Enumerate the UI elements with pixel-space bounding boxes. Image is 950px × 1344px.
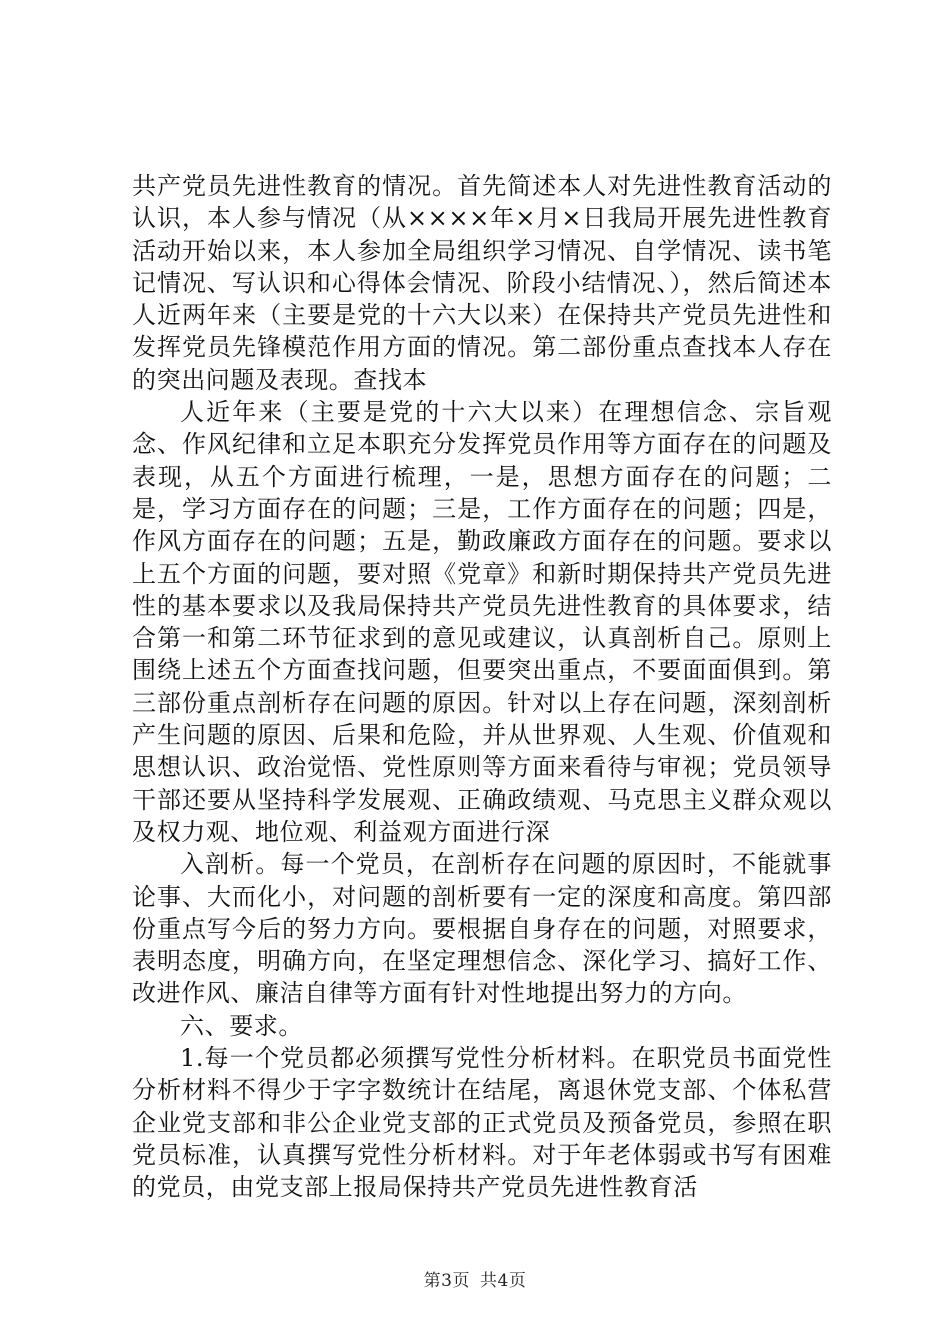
paragraph-2: 人近年来（主要是党的十六大以来）在理想信念、宗旨观念、作风纪律和立足本职充分发挥党员作用等方面存在的问题及表现，从五个方面进行梳理，一是，思想方面存在的问题；二是，学习方面存在的问题；三是，工作方面存在的问题；四是，作风方面存在的问题；五是，勤政廉政方面存在的问题。要求以上五个方面的问题，要对照《党章》和新时期保持共产党员先进性的基本要求以及我局保持共产党员先进性教育的具体要求，结合第一和第二环节征求到的意见或建议，认真剖析自己。原则上围绕上述五个方面查找问题，但要突出重点，不要面面俱到。第三部份重点剖析存在问题的原因。针对以上存在问题，深刻剖析产生问题的原因、后果和危险，并从世界观、人生观、价值观和思想认识、政治觉悟、党性原则等方面来看待与审视；党员领导干部还要从坚持科学发展观、正确政绩观、马克思主义群众观以及权力观、地位观、利益观方面进行深 (132, 398, 832, 846)
page-total: 共4页 (480, 1271, 527, 1291)
paragraph-1: 共产党员先进性教育的情况。首先简述本人对先进性教育活动的认识，本人参与情况（从××××年×月×日我局开展先进性教育活动开始以来，本人参加全局组织学习情况、自学情况、读书笔记情况、写认识和心得体会情况、阶段小结情况、），然后简述本人近两年来（主要是党的十六大以来）在保持共产党员先进性和发挥党员先锋模范作用方面的情况。第二部份重点查找本人存在的突出问题及表现。查找本 (132, 172, 832, 394)
page-footer (0, 1266, 950, 1291)
paragraph-3: 入剖析。每一个党员，在剖析存在问题的原因时，不能就事论事、大而化小，对问题的剖析要有一定的深度和高度。第四部份重点写今后的努力方向。要根据自身存在的问题，对照要求，表明态度，明确方向，在坚定理想信念、深化学习、搞好工作、改进作风、廉洁自律等方面有针对性地提出努力的方向。 (132, 850, 832, 1008)
section-heading-requirements: 六、要求。 (180, 1011, 303, 1040)
page-number: 第3页 (423, 1271, 470, 1291)
document-body (132, 170, 832, 1204)
paragraph-4: 1.每一个党员都必须撰写党性分析材料。在职党员书面党性分析材料不得少于字字数统计在结尾，离退休党支部、个体私营企业党支部和非公企业党支部的正式党员及预备党员，参照在职党员标准，认真撰写党性分析材料。对于年老体弱或书写有困难的党员，由党支部上报局保持共产党员先进性教育活 (132, 1044, 832, 1202)
